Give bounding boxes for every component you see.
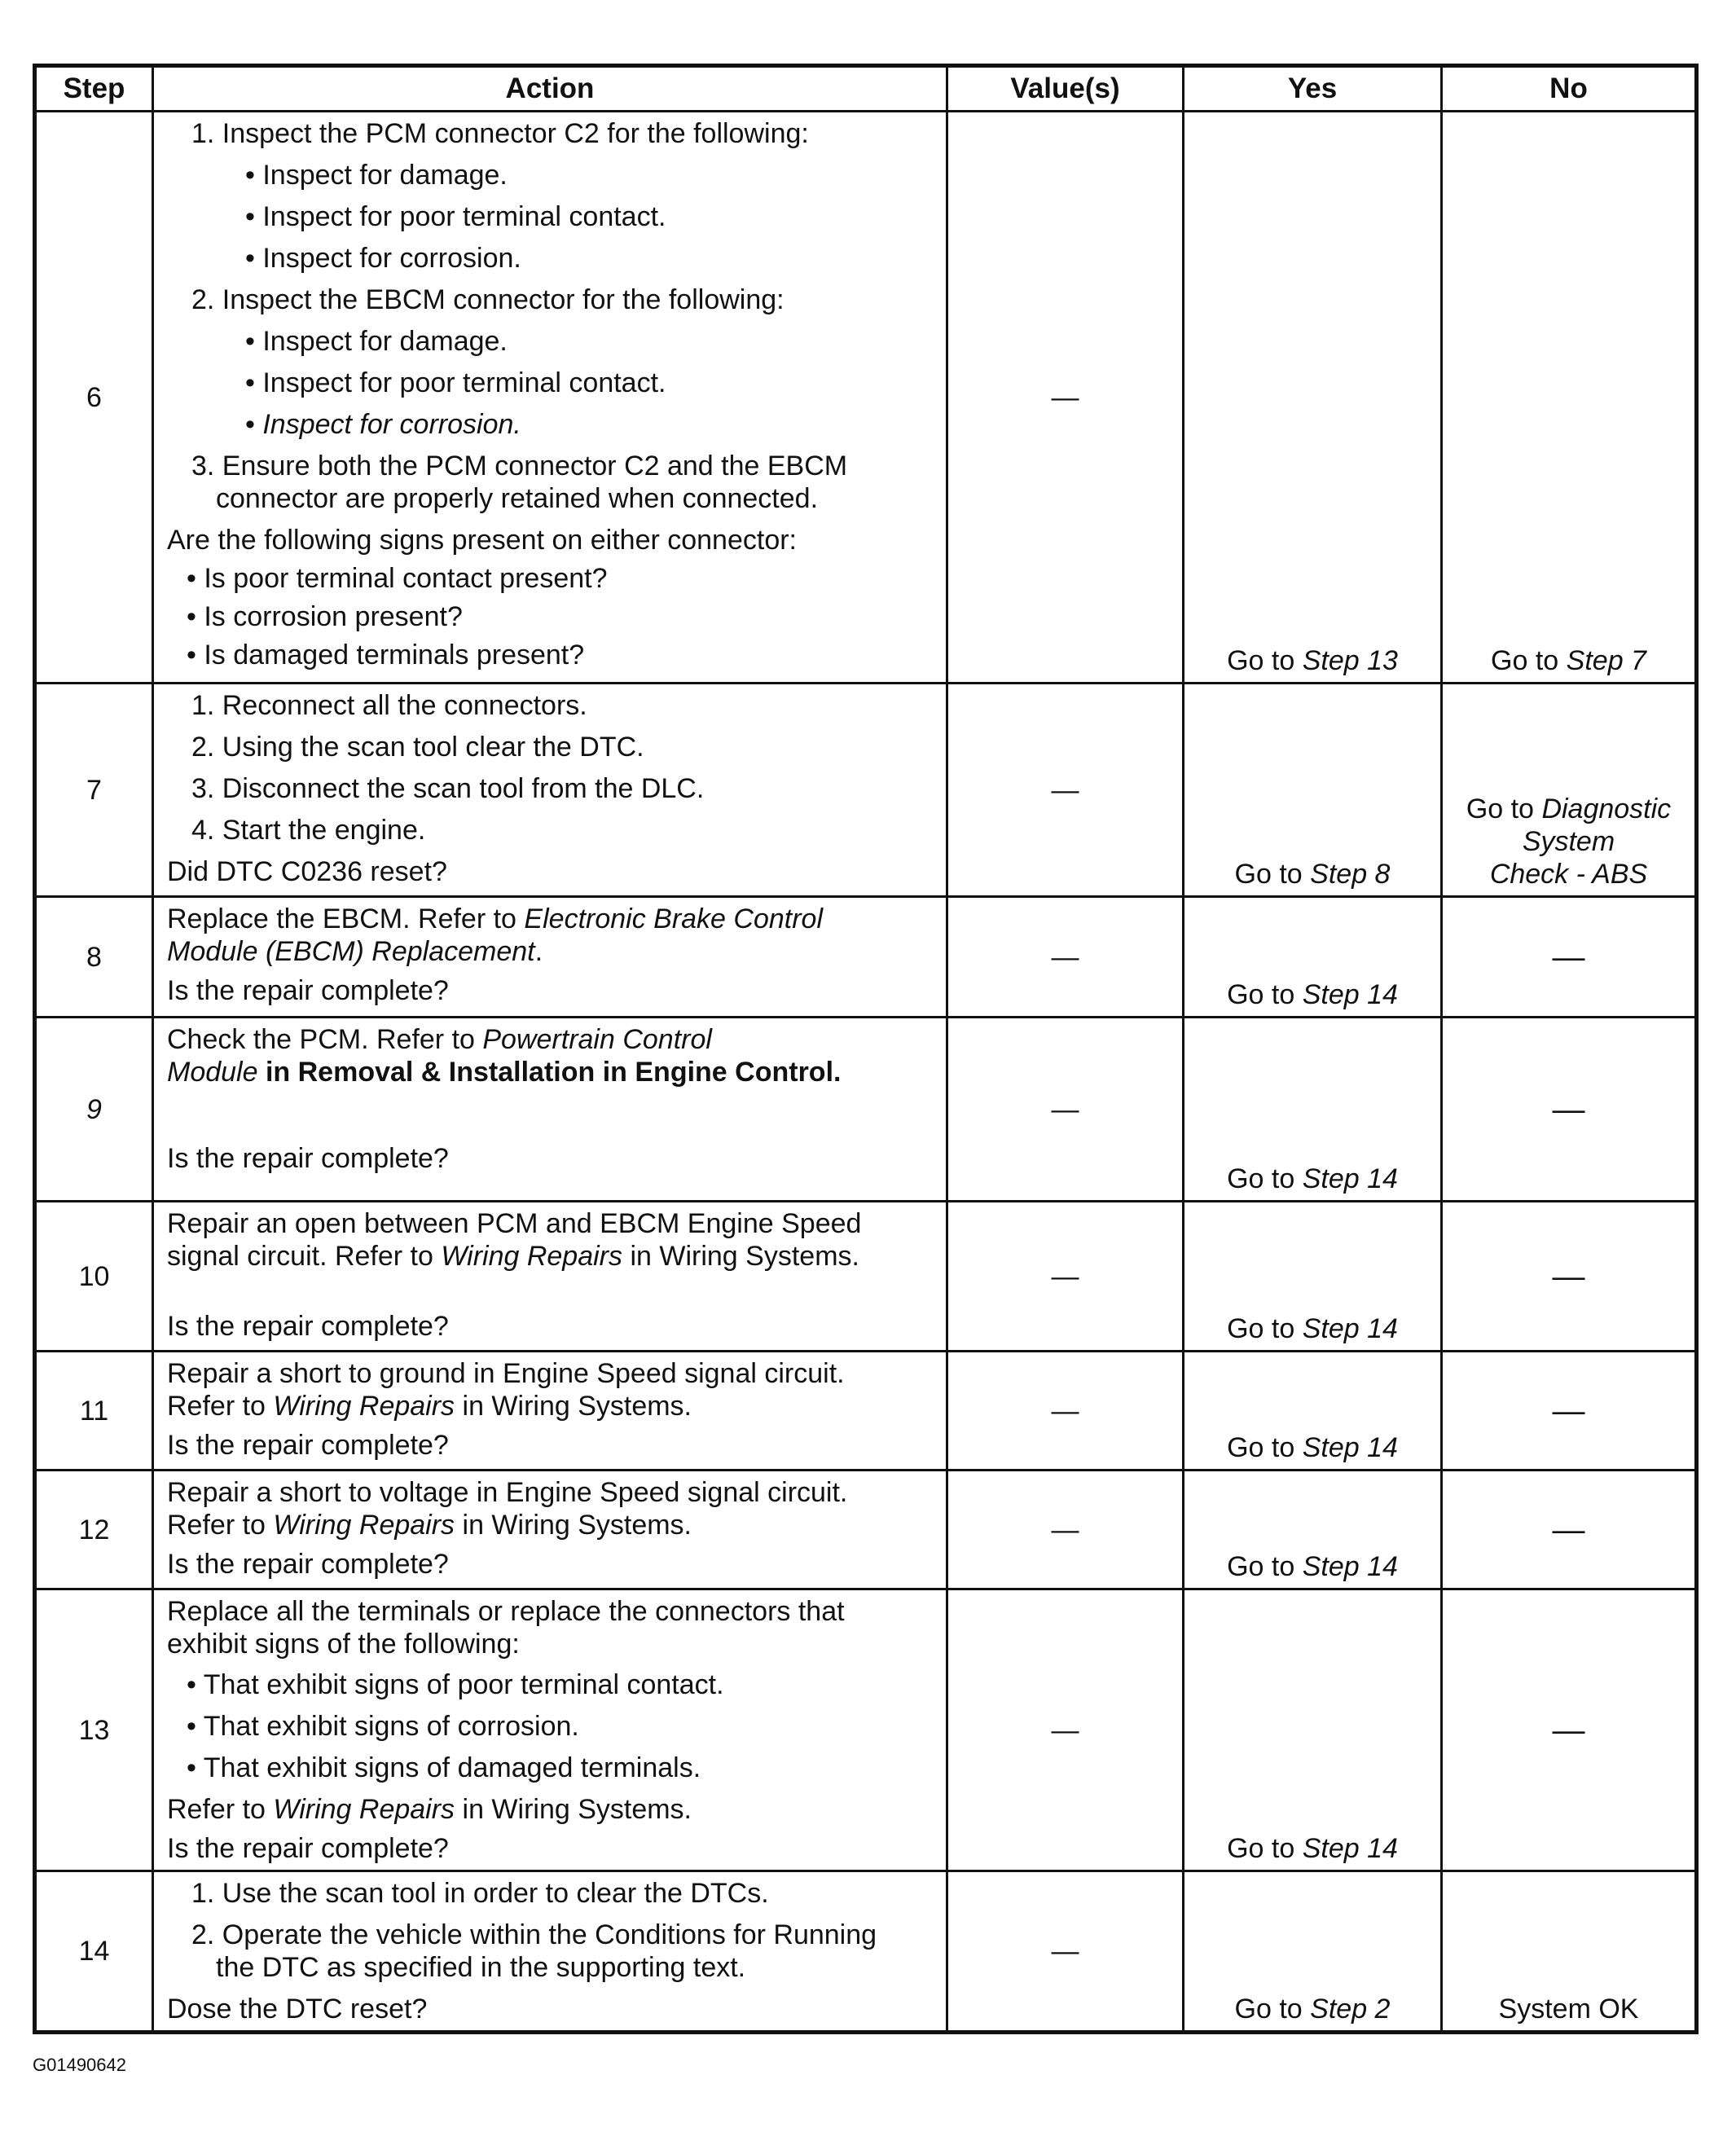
action-cell: Repair a short to ground in Engine Speed signal circuit. Refer to Wiring Repairs in Wiring Systems. Is the repair complete? [153, 1352, 947, 1471]
header-action: Action [153, 66, 947, 112]
values-cell: — [947, 112, 1184, 684]
step-number: 11 [35, 1352, 153, 1471]
question-bullet: • Is corrosion present? [187, 601, 463, 632]
table-row [35, 1202, 1697, 1352]
action-question: Are the following signs present on either connector: [167, 525, 798, 556]
no-cell: Go to Step 7 [1442, 112, 1697, 684]
action-subitem: • Inspect for damage. [245, 160, 508, 191]
values-cell: — [947, 1589, 1184, 1871]
action-cell: Repair a short to voltage in Engine Speed signal circuit. Refer to Wiring Repairs in Wiring Systems. Is the repair complete? [153, 1471, 947, 1589]
action-item: 1. Reconnect all the connectors. [191, 690, 587, 721]
action-item: 2. Operate the vehicle within the Conditions for Running the DTC as specified in the supporting text. [191, 1919, 877, 1983]
yes-cell: Go to Step 14 [1184, 1471, 1442, 1589]
values-cell: — [947, 684, 1184, 897]
action-subitem: • Inspect for corrosion. [245, 243, 521, 274]
no-cell: — [1442, 1471, 1697, 1589]
yes-cell: Go to Step 8 [1184, 684, 1442, 897]
yes-cell: Go to Step 14 [1184, 1589, 1442, 1871]
table-row [35, 1018, 1697, 1202]
step-number: 12 [35, 1471, 153, 1589]
action-subitem: • Inspect for damage. [245, 326, 508, 357]
action-item: 2. Inspect the EBCM connector for the following: [191, 284, 784, 315]
action-cell: Repair an open between PCM and EBCM Engine Speed signal circuit. Refer to Wiring Repairs in Wiring Systems. Is the repair complete? [153, 1202, 947, 1352]
action-bullet: • That exhibit signs of damaged terminals. [187, 1752, 701, 1783]
action-question: Dose the DTC reset? [167, 1994, 428, 2024]
action-bullet: • That exhibit signs of poor terminal contact. [187, 1669, 724, 1700]
action-cell [153, 112, 947, 684]
step-number: 6 [35, 112, 153, 684]
step-number: 7 [35, 684, 153, 897]
no-cell: — [1442, 1018, 1697, 1202]
step-number: 8 [35, 897, 153, 1018]
step-number: 10 [35, 1202, 153, 1352]
action-question: Is the repair complete? [167, 1430, 449, 1461]
no-cell: — [1442, 1589, 1697, 1871]
table-row [35, 684, 1697, 897]
action-cell: Check the PCM. Refer to Powertrain Control Module in Removal & Installation in Engine Control. Is the repair complete? [153, 1018, 947, 1202]
action-subitem: • Inspect for poor terminal contact. [245, 367, 666, 398]
action-item: 3. Ensure both the PCM connector C2 and the EBCM connector are properly retained when connected. [191, 451, 848, 514]
action-cell: Replace the EBCM. Refer to Electronic Brake Control Module (EBCM) Replacement. Is the repair complete? [153, 897, 947, 1018]
table-row [35, 1352, 1697, 1471]
no-cell: Go to Diagnostic System Check - ABS [1442, 684, 1697, 897]
values-cell: — [947, 1352, 1184, 1471]
action-item: 4. Start the engine. [191, 815, 426, 846]
step-number: 14 [35, 1871, 153, 2033]
action-cell: Replace all the terminals or replace the connectors that exhibit signs of the following: • That exhibit signs of poor terminal contact. • That exhibit signs of corrosion. • That exhibit signs of damaged terminals. Refer to Wiring Repairs in Wiring Systems. Is the repair complete? [153, 1589, 947, 1871]
yes-cell: Go to Step 13 [1184, 112, 1442, 684]
diagnostic-page [33, 64, 1694, 2034]
action-question: Is the repair complete? [167, 1549, 449, 1580]
action-question: Is the repair complete? [167, 1143, 449, 1174]
yes-cell: Go to Step 14 [1184, 1202, 1442, 1352]
figure-id: G01490642 [33, 2055, 126, 2075]
question-bullet: • Is poor terminal contact present? [187, 563, 608, 594]
no-cell: — [1442, 1352, 1697, 1471]
diagnostic-table [33, 64, 1699, 2034]
yes-cell: Go to Step 14 [1184, 1018, 1442, 1202]
header-values: Value(s) [947, 66, 1184, 112]
action-item: 3. Disconnect the scan tool from the DLC. [191, 773, 705, 804]
table-row [35, 1871, 1697, 2033]
action-subitem: • Inspect for corrosion. [245, 409, 521, 440]
values-cell: — [947, 1871, 1184, 2033]
no-cell: — [1442, 1202, 1697, 1352]
table-row [35, 1589, 1697, 1871]
action-question: Is the repair complete? [167, 1833, 449, 1864]
yes-cell: Go to Step 14 [1184, 897, 1442, 1018]
action-question: Is the repair complete? [167, 975, 449, 1006]
table-row [35, 112, 1697, 684]
table-row [35, 1471, 1697, 1589]
action-subitem: • Inspect for poor terminal contact. [245, 201, 666, 232]
values-cell: — [947, 897, 1184, 1018]
action-question: Is the repair complete? [167, 1311, 449, 1342]
action-cell [153, 684, 947, 897]
table-row [35, 897, 1697, 1018]
yes-cell: Go to Step 2 [1184, 1871, 1442, 2033]
no-cell: System OK [1442, 1871, 1697, 2033]
header-no: No [1442, 66, 1697, 112]
action-cell [153, 1871, 947, 2033]
step-number: 13 [35, 1589, 153, 1871]
yes-cell: Go to Step 14 [1184, 1352, 1442, 1471]
values-cell: — [947, 1202, 1184, 1352]
no-cell: — [1442, 897, 1697, 1018]
header-step: Step [35, 66, 153, 112]
action-question: Did DTC C0236 reset? [167, 856, 447, 887]
action-bullet: • That exhibit signs of corrosion. [187, 1711, 579, 1742]
action-item: 2. Using the scan tool clear the DTC. [191, 732, 644, 763]
action-item: 1. Inspect the PCM connector C2 for the following: [191, 118, 809, 149]
header-yes: Yes [1184, 66, 1442, 112]
action-item: 1. Use the scan tool in order to clear the DTCs. [191, 1878, 769, 1909]
values-cell: — [947, 1018, 1184, 1202]
step-number: 9 [35, 1018, 153, 1202]
question-bullet: • Is damaged terminals present? [187, 640, 585, 670]
header-row [35, 66, 1697, 112]
values-cell: — [947, 1471, 1184, 1589]
